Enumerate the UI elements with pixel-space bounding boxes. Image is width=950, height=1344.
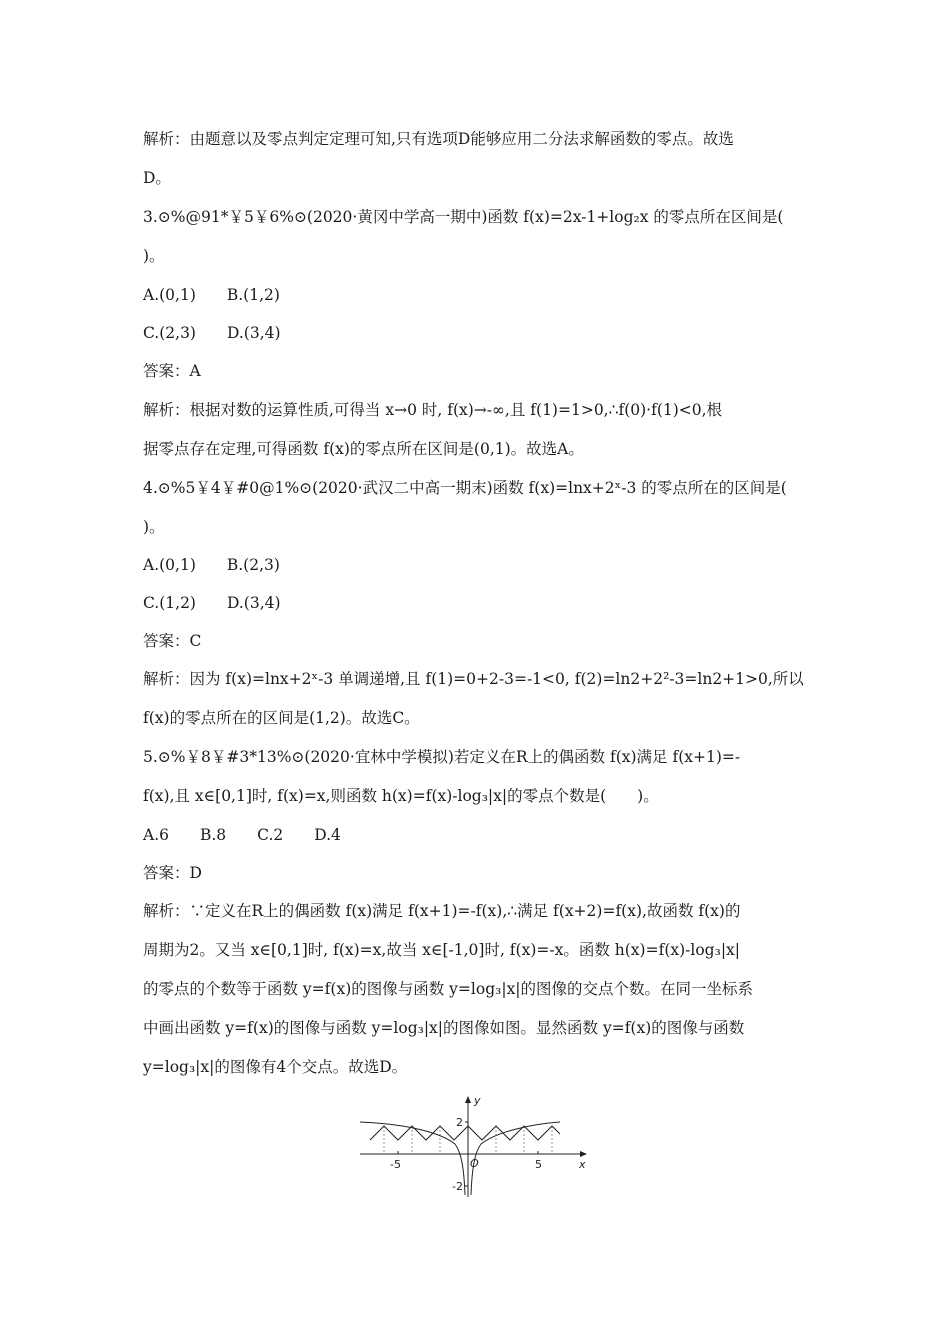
tick-label: -5 — [390, 1158, 401, 1171]
analysis-line: 据零点存在定理,可得函数 f(x)的零点所在区间是(0,1)。故选A。 — [143, 440, 584, 458]
analysis-line: 解析：因为 f(x)=lnx+2ˣ-3 单调递增,且 f(1)=0+2-3=-1<0, f(2)=ln2+2²-3=ln2+1>0,所以 — [143, 670, 804, 688]
answer-line: 答案：A — [143, 362, 201, 380]
tick-label: 2 — [456, 1116, 463, 1129]
text-line: )。 — [143, 247, 165, 265]
function-graph — [355, 1092, 595, 1202]
text-line: )。 — [143, 518, 165, 536]
answer-line: 答案：D — [143, 864, 202, 882]
analysis-line: y=log₃|x|的图像有4个交点。故选D。 — [143, 1058, 408, 1076]
options-row: C.(2,3) D.(3,4) — [143, 324, 281, 342]
text-line: 解析：由题意以及零点判定定理可知,只有选项D能够应用二分法求解函数的零点。故选 — [143, 130, 734, 148]
options-row: A.(0,1) B.(1,2) — [143, 286, 280, 304]
y-axis-arrow — [465, 1096, 471, 1103]
question-5-stem: 5.⊙%￥8￥#3*13%⊙(2020·宜林中学模拟)若定义在R上的偶函数 f(x)满足 f(x+1)=- — [143, 748, 741, 766]
question-3-stem: 3.⊙%@91*￥5￥6%⊙(2020·黄冈中学高一期中)函数 f(x)=2x-1+log₂x 的零点所在区间是( — [143, 208, 784, 226]
analysis-line: 中画出函数 y=f(x)的图像与函数 y=log₃|x|的图像如图。显然函数 y=f(x)的图像与函数 — [143, 1019, 745, 1037]
y-axis-label: y — [474, 1094, 481, 1107]
question-4-stem: 4.⊙%5￥4￥#0@1%⊙(2020·武汉二中高一期末)函数 f(x)=lnx+2ˣ-3 的零点所在的区间是( — [143, 479, 787, 497]
log-curve-right — [471, 1122, 560, 1195]
analysis-line: 解析：∵定义在R上的偶函数 f(x)满足 f(x+1)=-f(x),∴满足 f(x+2)=f(x),故函数 f(x)的 — [143, 902, 741, 920]
tick-label: -2 — [452, 1180, 463, 1193]
analysis-line: 周期为2。又当 x∈[0,1]时, f(x)=x,故当 x∈[-1,0]时, f(x)=-x。函数 h(x)=f(x)-log₃|x| — [143, 941, 741, 959]
function-graph-figure — [355, 1092, 595, 1202]
tick-label: 5 — [535, 1158, 542, 1171]
question-5-stem: f(x),且 x∈[0,1]时, f(x)=x,则函数 h(x)=f(x)-log₃|x|的零点个数是( )。 — [143, 787, 659, 805]
text-line: D。 — [143, 169, 171, 187]
x-axis-arrow — [580, 1151, 587, 1157]
analysis-line: f(x)的零点所在的区间是(1,2)。故选C。 — [143, 709, 420, 727]
periodic-function-curve — [370, 1126, 560, 1140]
x-axis-label: x — [579, 1158, 586, 1171]
options-row: A.6 B.8 C.2 D.4 — [143, 826, 341, 844]
log-curve-left — [360, 1122, 465, 1195]
options-row: A.(0,1) B.(2,3) — [143, 556, 280, 574]
answer-line: 答案：C — [143, 632, 202, 650]
options-row: C.(1,2) D.(3,4) — [143, 594, 281, 612]
origin-label: O — [470, 1157, 479, 1170]
analysis-line: 解析：根据对数的运算性质,可得当 x→0 时, f(x)→-∞,且 f(1)=1>0,∴f(0)·f(1)<0,根 — [143, 401, 723, 419]
analysis-line: 的零点的个数等于函数 y=f(x)的图像与函数 y=log₃|x|的图像的交点个数。在同一坐标系 — [143, 980, 754, 998]
